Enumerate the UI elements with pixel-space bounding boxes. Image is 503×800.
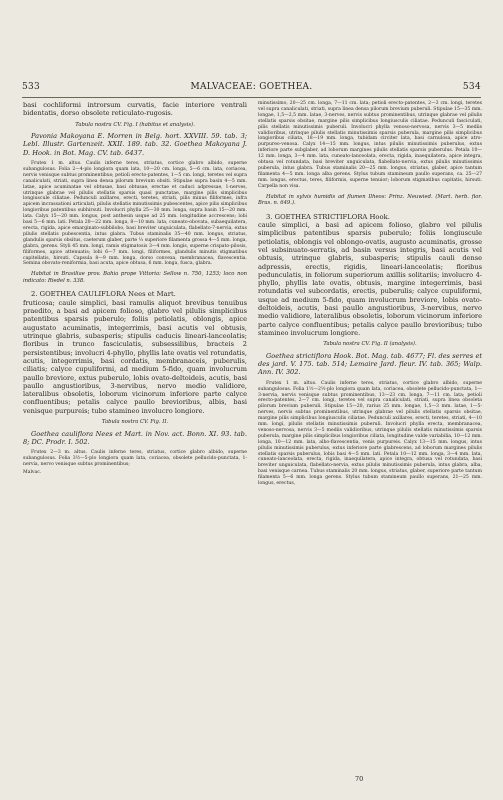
description-2: Frutex 2—3 m. altus. Caulis inferne teres, striatus, cortice glabro albido, superne subangulosus. Folia 3½—5-plo longiora quam lata, coriacea, obsolete pellucido-punctata, 1-nervia, nervo venisque subtus prominentibus;	[23, 450, 247, 467]
species-diagnosis-3: caule simplici, a basi ad apicem folioso, glabro vel pilulis simplicibus patentibus sparsis puberulo; foliis longiuscule petiolatis, oblongis vel oblongo-ovatis, augusto acuminatis, grosse vel subsinuato-serratis, ad basin versus integris, basi acutis vel obtusis, utrinque glabris, subasperis; stipulis cauli dense adpressis, erectis, rigidis, lineari-lanceolatis; floribus pedunculatis, in foliorum superiorum axillis solitariis; involucro 4-phyllo, phyllis late ovatis, obtusis, margine integerrimis, basi rotundatis vel subcordatis, erectis, puberulis; calyce cupuliformi, usque ad medium 5-fido, quam involucrum breviore, lobis ovato-deltoideis, acutis, basi paullo angustioribus, 3-nervibus, nervo medio validiore, lateralibus obsoletis, loborum vicinorum inferiore parte calyce confluentibus; petalis calyce paullo brevioribus; tubo stamineo involucrum longiore.	[258, 221, 482, 337]
page-number-left: 533	[22, 82, 41, 92]
tabula-reference-3: Tabula nostra CV. Fig. II (analysis).	[323, 341, 417, 348]
signature-mark: Malvac.	[23, 469, 42, 475]
species-heading-2: 2. GOETHEA CAULIFLORA Nees et Mart.	[31, 290, 176, 299]
running-title: MALVACEAE: GOETHEA.	[190, 82, 313, 92]
page-header	[22, 82, 481, 96]
right-column	[258, 101, 482, 488]
synonymy-3: Goethea strictiflora Hook. Bot. Mag. tab. 4677; Fl. des serres et des jard. V. 175. tab. 514; Lemaire Jard. fleur. IV. tab. 365; Walp. Ann. IV. 302.	[258, 351, 482, 377]
page-number-right: 534	[462, 82, 481, 92]
synonymy-2: Goethea cauliflora Nees et Mart. in Nov. act. Bonn. XI. 93. tab. 8; DC. Prodr. I. 502.	[23, 429, 247, 446]
description: Frutex 1 m. altus. Caulis inferne teres, striatus, cortice glabro albido, superne subangulosus. Folia 2—4-plo longiora quam lata, 10—20 cm. longa, 5—6 cm. lata, coriacea, nervis venisque subtus prominentibus; petioli erecto-patentes, 1—5 cm. longi, teretes vel supra canaliculati, striati, supra linea densa pilorum brevium obsiti. Stipulae supra basin 4—5 mm. latae, apice acuminatae vel obtusae, basi obtusae, erectae et caduci adpressae, 1-nerves, utrinque glabrae vel pilulis stellatis sparsis quasi punctatae, margine pilis simplicibus longiuscule ciliatae. Pedunculi axillares, erecti, teretes, striati, pilis minus filiformes, infra apicem incrassationi articulati, pilulis stellatis minutissimis pubescentes, apice pilis simplicibus longioribus patentibus subhirsuti. Involucri phylla 25—30 mm. longa, supra basin 15—20 mm. lata. Calyx 15—20 mm. longus, post anthesin usque ad 25 mm. longitudine accrescens; lobi basi 5—6 mm. lati. Petala 20—22 mm. longa, 8—10 mm. lata, cuneato-obovata, subaequilatera, erecta, rigida, apice emarginato-subbilobo, basi breviter unguiculata, flabellato-7-nervia, extus pilulis stellatis pubescentia, intus glabra. Tubus staminalis 35—40 mm. longus, striatus, glandulis sparsis obsitus, caeterum glaber, parte ⅓ superiore filamenta grossa 4—5 mm. longa, glabra, gerens. Styli 45 mm. longi, ramis stigmatosis 3—4 mm. longis, superne crispato-pilosis, filiformes, apice attenuatis; lobi 6—7 mm. longi, filiformes, glandulis minutis stigmatibus capitellatis, hirsuti. Capsula 8—9 mm. longa, dorso convexa, membranacea, flavescentia. Semina obovato-reniformia, basi acuta, apice obtusa, 6 mm. longa, fusca, glabra.	[23, 161, 247, 267]
habitat-right: Habitat in sylvis humidis ad flumen Ilheos: Prinz. Neuwied. (Mart. herb. fior. Bras. n. 649.).	[258, 193, 482, 207]
habitat: Habitat in Brasiliae prov. Bahia prope Vittoria: Sellow n. 750, 1253; loco non indicato: Riedel n. 338.	[23, 271, 247, 284]
signature-number: 70	[355, 775, 364, 783]
description-3: Frutex 1 m. altus. Caulis inferne teres, striatus, cortice glabro albido, superne subangulosus. Folia 1½—2½-plo longiora quam lata, coriacea, obsolete pellucido-punctata, 1—3-nervia, nervis venisque subtus prominentibus, 13—23 cm. longa, 7—11 cm. lata; petioli erecto-patentes, 2—7 cm. longi, teretes vel supra canaliculati, striati, supra linea obsoleta pilorum brevium puberuli. Stipulae 15—20, rarius 25 mm. longae, 1,5—3 mm. latae, 1—5-nerves, nervis subtus prominentibus, utrinque glabrae vel pilulis stellatis sparsis obsitae, margine pilis simplicibus longiusculis ciliatae. Pedunculi axillares, erecti, teretes, striati, 4—10 mm. longi, pilulis stellatis minutissimis puberuli. Involucri phylla erecta, membranacea, venoso-nervosa, nervis 3—5 mediis validioribus, utrinque pilulis stellatis minutissimis sparsis puberula, margine pilis simplicibus longioribus ciliata, longitudine valde variabilia, 10—12 mm. longa, 10—12 mm. lata, albo-flavescentia, venis purpureis. Calyx 13—15 mm. longus, intus pilulis minutissimis puberulus, extus inferiore parte glabrescens, ad loborum margines pilulis stellatis sparsis puberulus, lobis basi 4—5 mm. lati. Petala 10—12 mm. longa, 3—4 mm. lata, cuneato-lanceolata, erecta, rigida, inaequilatera, apice integra, obtusa vel rotundata, basi breviter unguiculata, flabellato-nervia, extus pilulis minutissimis puberula, intus glabra, alba, basi venisque carnea. Tubus staminalis 20 mm. longus, striatus, glaber, superiore parte tantum filamenta 5—6 mm. longa gerens. Stylus tubum stamineum paullo superans, 21—25 mm. longus, erectus,	[258, 380, 482, 487]
continued-description: minutissimo, 20—25 cm. longa, 7—11 cm. lata; petioli erecto-patentes, 2—3 cm. longi, teretes vel supra canaliculati, striati, supra linea densa pilorum brevium puberuli. Stipulae 15—35 mm. longae, 1,5—2,5 mm. latae, 3-nerves, nervis subtus prominentibus, utrinque glabrae vel pilulis stellatis sparsis obsitae, margine pilis simplicibus longiusculis ciliatae. Pedunculi fasciculati, pilis stellatis minutissimis puberuli. Involucri phylla venoso-nervosa, nervis 3—5 mediis validioribus, utrinque pilulis stellatis minutissimis sparsis puberula, margine pilis simplicibus longioribus ciliata, 18—19 mm. longa, tubidam circiter lata, basi carnulosa, apice atro-purpureo-venosa. Calyx 14—15 mm. longus, intus pilulis minutissimis puberulus, extus inferiore parte subglaber, ad loborum margines pilulis stellatis sparsis puberulus. Petala 10—12 mm. longa, 3—4 mm. lata, cuneato-lanceolata, erecta, rigida, inaequilatera, apice integra, obtusa vel rotundata, basi breviter unguiculata, flabellato-nervia, extus pilulis minutissimis puberula, intus glabra. Tubus staminalis 20—25 mm. longus, striatus, glaber, apice tantum filamenta 4—5 mm. longa alba gerens. Stylus tubum stamineum paullo superans, ca. 25—27 mm. longus, erectus, teres, filiformis, superne tenuior; loborum stigmatibus capitatis, hirsuti. Carpella non visa.	[258, 101, 482, 189]
header-rule	[22, 97, 481, 98]
continued-paragraph: basi cochliformi introrsum curvatis, facie interiore ventrali bidentatis, dorso obsolete reticulato-rugosis.	[23, 101, 247, 118]
tabula-reference: Tabula nostra CV. Fig. I (habitus et analysis).	[75, 121, 195, 128]
synonymy: Pavonia Makoyana E. Morren in Belg. hort. XXVIII. 59. tab. 3; Lebl. Illustr. Gartenzeit. XXII. 189. tab. 32. Goethea Makoyana J. D. Hook. in Bot. Mag. CV. tab. 6437.	[23, 132, 247, 157]
species-heading-3: 3. GOETHEA STRICTIFLORA Hook.	[266, 212, 390, 221]
tabula-reference-2: Tabula nostra CV. Fig. II.	[101, 419, 169, 425]
left-column	[23, 101, 247, 478]
species-diagnosis-2: fruticosa; caule simplici, basi ramulis aliquot brevibus tenuibus praedito, a basi ad apicem folioso, glabro vel pilulis simplicibus patentibus sparsis puberulo; foliis petiolatis, oblongis, apice augustato acuminatis, integerrimis, basi acutis vel obtusis, utrinque glabris, subasperis; stipulis caducis lineari-lanceolatis; floribus in trunco fasciculatis, subsessilibus, bracteis 2 persistentibus; involucri 4-phyllo, phyllis late ovatis vel rotundatis, acutis, integerrimis, basi cordatis, membranaceis, puberulis, ciliatis; calyce cupuliformi, ad medium 5-fido, quam involucrum paullo breviore, extus puberulo, lobis ovato-deltoideis, acutis, basi paullo angustioribus, 3-nervibus, nervo medio validiore, lateralibus obsoletis, loborum vicinorum inferiore parte calyce confluentibus; petalis calyce paullo brevioribus, albis, basi venisque purpureis; tubo stamineo involucro longiore.	[23, 298, 247, 415]
